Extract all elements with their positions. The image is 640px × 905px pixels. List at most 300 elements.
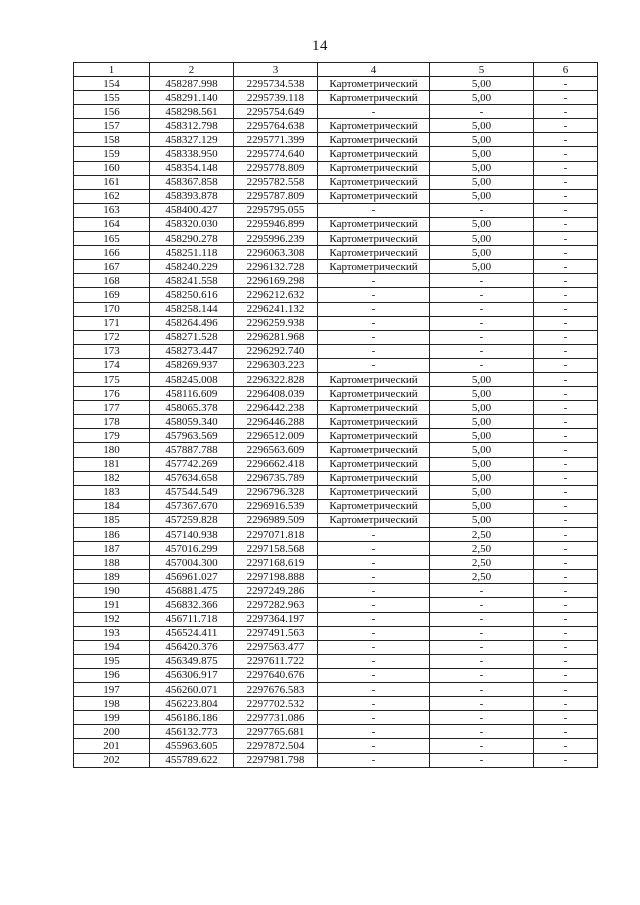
table-row	[74, 330, 598, 344]
method-cell: -	[318, 725, 430, 739]
y-coordinate-cell: 2297198.888	[234, 570, 318, 584]
point-number-cell: 156	[74, 105, 150, 119]
y-coordinate-cell: 2295734.538	[234, 77, 318, 91]
y-coordinate-cell: 2296512.009	[234, 429, 318, 443]
y-coordinate-cell: 2295996.239	[234, 232, 318, 246]
y-coordinate-cell: 2297071.818	[234, 528, 318, 542]
y-coordinate-cell: 2296063.308	[234, 246, 318, 260]
table-row	[74, 668, 598, 682]
table-row	[74, 288, 598, 302]
accuracy-cell: -	[430, 683, 534, 697]
point-number-cell: 188	[74, 556, 150, 570]
y-coordinate-cell: 2297611.722	[234, 654, 318, 668]
x-coordinate-cell: 455963.605	[150, 739, 234, 753]
method-cell: -	[318, 739, 430, 753]
point-number-cell: 168	[74, 274, 150, 288]
method-cell: -	[318, 668, 430, 682]
note-cell: -	[534, 133, 598, 147]
method-cell: Картометрический	[318, 401, 430, 415]
table-row	[74, 584, 598, 598]
method-cell: -	[318, 570, 430, 584]
accuracy-cell: 5,00	[430, 133, 534, 147]
accuracy-cell: 5,00	[430, 260, 534, 274]
table-row	[74, 626, 598, 640]
x-coordinate-cell: 458298.561	[150, 105, 234, 119]
accuracy-cell: 5,00	[430, 217, 534, 231]
x-coordinate-cell: 458264.496	[150, 316, 234, 330]
point-number-cell: 200	[74, 725, 150, 739]
column-header: 6	[534, 63, 598, 77]
point-number-cell: 161	[74, 175, 150, 189]
point-number-cell: 163	[74, 203, 150, 217]
note-cell: -	[534, 584, 598, 598]
note-cell: -	[534, 358, 598, 372]
coordinates-table	[73, 62, 598, 768]
accuracy-cell: -	[430, 344, 534, 358]
method-cell: Картометрический	[318, 429, 430, 443]
note-cell: -	[534, 175, 598, 189]
point-number-cell: 182	[74, 471, 150, 485]
accuracy-cell: 2,50	[430, 556, 534, 570]
table-row	[74, 697, 598, 711]
x-coordinate-cell: 458400.427	[150, 203, 234, 217]
y-coordinate-cell: 2295782.558	[234, 175, 318, 189]
accuracy-cell: -	[430, 654, 534, 668]
y-coordinate-cell: 2297364.197	[234, 612, 318, 626]
note-cell: -	[534, 91, 598, 105]
x-coordinate-cell: 458271.528	[150, 330, 234, 344]
x-coordinate-cell: 458393.878	[150, 189, 234, 203]
point-number-cell: 176	[74, 387, 150, 401]
y-coordinate-cell: 2296241.132	[234, 302, 318, 316]
table-row	[74, 246, 598, 260]
note-cell: -	[534, 697, 598, 711]
y-coordinate-cell: 2296292.740	[234, 344, 318, 358]
accuracy-cell: 5,00	[430, 246, 534, 260]
x-coordinate-cell: 457544.549	[150, 485, 234, 499]
table-row	[74, 415, 598, 429]
x-coordinate-cell: 458327.129	[150, 133, 234, 147]
table-row	[74, 711, 598, 725]
point-number-cell: 189	[74, 570, 150, 584]
accuracy-cell: 2,50	[430, 542, 534, 556]
table-row	[74, 499, 598, 513]
point-number-cell: 185	[74, 513, 150, 527]
x-coordinate-cell: 458240.229	[150, 260, 234, 274]
table-row	[74, 457, 598, 471]
point-number-cell: 180	[74, 443, 150, 457]
note-cell: -	[534, 513, 598, 527]
x-coordinate-cell: 458320.030	[150, 217, 234, 231]
column-header: 5	[430, 63, 534, 77]
method-cell: Картометрический	[318, 260, 430, 274]
method-cell: -	[318, 626, 430, 640]
column-header: 4	[318, 63, 430, 77]
accuracy-cell: 5,00	[430, 175, 534, 189]
x-coordinate-cell: 458245.008	[150, 372, 234, 386]
note-cell: -	[534, 542, 598, 556]
point-number-cell: 166	[74, 246, 150, 260]
point-number-cell: 173	[74, 344, 150, 358]
table-row	[74, 189, 598, 203]
x-coordinate-cell: 457004.300	[150, 556, 234, 570]
note-cell: -	[534, 316, 598, 330]
x-coordinate-cell: 458290.278	[150, 232, 234, 246]
note-cell: -	[534, 485, 598, 499]
method-cell: Картометрический	[318, 457, 430, 471]
point-number-cell: 155	[74, 91, 150, 105]
x-coordinate-cell: 458241.558	[150, 274, 234, 288]
y-coordinate-cell: 2297282.963	[234, 598, 318, 612]
accuracy-cell: 5,00	[430, 372, 534, 386]
x-coordinate-cell: 458338.950	[150, 147, 234, 161]
note-cell: -	[534, 528, 598, 542]
accuracy-cell: 5,00	[430, 387, 534, 401]
method-cell: Картометрический	[318, 161, 430, 175]
method-cell: Картометрический	[318, 232, 430, 246]
point-number-cell: 190	[74, 584, 150, 598]
y-coordinate-cell: 2296796.328	[234, 485, 318, 499]
point-number-cell: 187	[74, 542, 150, 556]
point-number-cell: 179	[74, 429, 150, 443]
table-row	[74, 598, 598, 612]
point-number-cell: 192	[74, 612, 150, 626]
accuracy-cell: -	[430, 668, 534, 682]
x-coordinate-cell: 456349.875	[150, 654, 234, 668]
y-coordinate-cell: 2295739.118	[234, 91, 318, 105]
x-coordinate-cell: 458367.858	[150, 175, 234, 189]
y-coordinate-cell: 2295774.640	[234, 147, 318, 161]
table-row	[74, 175, 598, 189]
point-number-cell: 194	[74, 640, 150, 654]
y-coordinate-cell: 2295778.809	[234, 161, 318, 175]
point-number-cell: 181	[74, 457, 150, 471]
y-coordinate-cell: 2296735.789	[234, 471, 318, 485]
point-number-cell: 184	[74, 499, 150, 513]
method-cell: -	[318, 654, 430, 668]
note-cell: -	[534, 203, 598, 217]
note-cell: -	[534, 429, 598, 443]
y-coordinate-cell: 2297249.286	[234, 584, 318, 598]
note-cell: -	[534, 739, 598, 753]
table-row	[74, 485, 598, 499]
method-cell: -	[318, 640, 430, 654]
y-coordinate-cell: 2297640.676	[234, 668, 318, 682]
method-cell: -	[318, 753, 430, 767]
x-coordinate-cell: 456260.071	[150, 683, 234, 697]
table-row	[74, 429, 598, 443]
accuracy-cell: -	[430, 330, 534, 344]
note-cell: -	[534, 189, 598, 203]
y-coordinate-cell: 2296408.039	[234, 387, 318, 401]
x-coordinate-cell: 456306.917	[150, 668, 234, 682]
table-row	[74, 232, 598, 246]
note-cell: -	[534, 654, 598, 668]
accuracy-cell: 5,00	[430, 443, 534, 457]
x-coordinate-cell: 458354.148	[150, 161, 234, 175]
note-cell: -	[534, 232, 598, 246]
accuracy-cell: 5,00	[430, 429, 534, 443]
x-coordinate-cell: 456524.411	[150, 626, 234, 640]
y-coordinate-cell: 2296259.938	[234, 316, 318, 330]
accuracy-cell: 5,00	[430, 91, 534, 105]
method-cell: Картометрический	[318, 119, 430, 133]
point-number-cell: 157	[74, 119, 150, 133]
y-coordinate-cell: 2295771.399	[234, 133, 318, 147]
note-cell: -	[534, 147, 598, 161]
table-row	[74, 654, 598, 668]
accuracy-cell: -	[430, 711, 534, 725]
point-number-cell: 167	[74, 260, 150, 274]
accuracy-cell: 5,00	[430, 232, 534, 246]
method-cell: -	[318, 612, 430, 626]
table-row	[74, 372, 598, 386]
x-coordinate-cell: 456420.376	[150, 640, 234, 654]
table-row	[74, 387, 598, 401]
method-cell: -	[318, 584, 430, 598]
y-coordinate-cell: 2296563.609	[234, 443, 318, 457]
note-cell: -	[534, 570, 598, 584]
x-coordinate-cell: 456881.475	[150, 584, 234, 598]
note-cell: -	[534, 288, 598, 302]
accuracy-cell: 5,00	[430, 119, 534, 133]
accuracy-cell: -	[430, 302, 534, 316]
point-number-cell: 197	[74, 683, 150, 697]
point-number-cell: 158	[74, 133, 150, 147]
note-cell: -	[534, 598, 598, 612]
method-cell: Картометрический	[318, 415, 430, 429]
point-number-cell: 193	[74, 626, 150, 640]
point-number-cell: 183	[74, 485, 150, 499]
accuracy-cell: 5,00	[430, 415, 534, 429]
page-number: 14	[312, 38, 328, 54]
accuracy-cell: 5,00	[430, 161, 534, 175]
note-cell: -	[534, 77, 598, 91]
accuracy-cell: 5,00	[430, 457, 534, 471]
accuracy-cell: 5,00	[430, 147, 534, 161]
x-coordinate-cell: 458116.609	[150, 387, 234, 401]
accuracy-cell: 5,00	[430, 189, 534, 203]
table-row	[74, 443, 598, 457]
note-cell: -	[534, 457, 598, 471]
x-coordinate-cell: 456186.186	[150, 711, 234, 725]
note-cell: -	[534, 161, 598, 175]
table-row	[74, 570, 598, 584]
y-coordinate-cell: 2296212.632	[234, 288, 318, 302]
point-number-cell: 164	[74, 217, 150, 231]
note-cell: -	[534, 753, 598, 767]
method-cell: -	[318, 697, 430, 711]
y-coordinate-cell: 2297168.619	[234, 556, 318, 570]
method-cell: -	[318, 598, 430, 612]
table-row	[74, 739, 598, 753]
note-cell: -	[534, 711, 598, 725]
table-row	[74, 91, 598, 105]
table-row	[74, 542, 598, 556]
note-cell: -	[534, 640, 598, 654]
table-row	[74, 147, 598, 161]
note-cell: -	[534, 105, 598, 119]
accuracy-cell: 5,00	[430, 499, 534, 513]
point-number-cell: 159	[74, 147, 150, 161]
note-cell: -	[534, 330, 598, 344]
note-cell: -	[534, 260, 598, 274]
table-row	[74, 725, 598, 739]
method-cell: -	[318, 542, 430, 556]
method-cell: Картометрический	[318, 485, 430, 499]
method-cell: Картометрический	[318, 513, 430, 527]
method-cell: Картометрический	[318, 372, 430, 386]
column-header: 1	[74, 63, 150, 77]
accuracy-cell: -	[430, 739, 534, 753]
x-coordinate-cell: 457963.569	[150, 429, 234, 443]
note-cell: -	[534, 302, 598, 316]
y-coordinate-cell: 2297702.532	[234, 697, 318, 711]
note-cell: -	[534, 274, 598, 288]
accuracy-cell: 5,00	[430, 513, 534, 527]
accuracy-cell: 5,00	[430, 471, 534, 485]
method-cell: Картометрический	[318, 133, 430, 147]
method-cell: -	[318, 528, 430, 542]
note-cell: -	[534, 725, 598, 739]
accuracy-cell: 5,00	[430, 401, 534, 415]
table-row	[74, 753, 598, 767]
x-coordinate-cell: 455789.622	[150, 753, 234, 767]
x-coordinate-cell: 458291.140	[150, 91, 234, 105]
x-coordinate-cell: 457140.938	[150, 528, 234, 542]
x-coordinate-cell: 458059.340	[150, 415, 234, 429]
note-cell: -	[534, 119, 598, 133]
accuracy-cell: -	[430, 203, 534, 217]
note-cell: -	[534, 668, 598, 682]
accuracy-cell: -	[430, 105, 534, 119]
note-cell: -	[534, 344, 598, 358]
point-number-cell: 169	[74, 288, 150, 302]
method-cell: -	[318, 302, 430, 316]
table-row	[74, 528, 598, 542]
note-cell: -	[534, 246, 598, 260]
accuracy-cell: 2,50	[430, 570, 534, 584]
table-row	[74, 133, 598, 147]
point-number-cell: 202	[74, 753, 150, 767]
x-coordinate-cell: 457742.269	[150, 457, 234, 471]
y-coordinate-cell: 2296281.968	[234, 330, 318, 344]
column-header: 3	[234, 63, 318, 77]
accuracy-cell: -	[430, 584, 534, 598]
point-number-cell: 174	[74, 358, 150, 372]
accuracy-cell: -	[430, 753, 534, 767]
point-number-cell: 195	[74, 654, 150, 668]
accuracy-cell: -	[430, 626, 534, 640]
x-coordinate-cell: 458258.144	[150, 302, 234, 316]
table-row	[74, 612, 598, 626]
y-coordinate-cell: 2297731.086	[234, 711, 318, 725]
table-row	[74, 77, 598, 91]
point-number-cell: 165	[74, 232, 150, 246]
y-coordinate-cell: 2296442.238	[234, 401, 318, 415]
point-number-cell: 201	[74, 739, 150, 753]
table-row	[74, 203, 598, 217]
accuracy-cell: -	[430, 316, 534, 330]
y-coordinate-cell: 2297158.568	[234, 542, 318, 556]
y-coordinate-cell: 2295764.638	[234, 119, 318, 133]
method-cell: -	[318, 288, 430, 302]
note-cell: -	[534, 387, 598, 401]
table-header-row	[74, 63, 598, 77]
x-coordinate-cell: 457634.658	[150, 471, 234, 485]
y-coordinate-cell: 2296916.539	[234, 499, 318, 513]
table-row	[74, 344, 598, 358]
x-coordinate-cell: 457367.670	[150, 499, 234, 513]
note-cell: -	[534, 499, 598, 513]
point-number-cell: 170	[74, 302, 150, 316]
x-coordinate-cell: 456832.366	[150, 598, 234, 612]
y-coordinate-cell: 2296446.288	[234, 415, 318, 429]
x-coordinate-cell: 457259.828	[150, 513, 234, 527]
accuracy-cell: -	[430, 697, 534, 711]
point-number-cell: 186	[74, 528, 150, 542]
x-coordinate-cell: 458251.118	[150, 246, 234, 260]
method-cell: -	[318, 330, 430, 344]
method-cell: Картометрический	[318, 217, 430, 231]
point-number-cell: 196	[74, 668, 150, 682]
method-cell: Картометрический	[318, 147, 430, 161]
x-coordinate-cell: 458287.998	[150, 77, 234, 91]
x-coordinate-cell: 458273.447	[150, 344, 234, 358]
accuracy-cell: 5,00	[430, 77, 534, 91]
x-coordinate-cell: 458312.798	[150, 119, 234, 133]
accuracy-cell: -	[430, 725, 534, 739]
table-row	[74, 556, 598, 570]
table-row	[74, 105, 598, 119]
note-cell: -	[534, 401, 598, 415]
table-row	[74, 401, 598, 415]
method-cell: Картометрический	[318, 175, 430, 189]
table-row	[74, 260, 598, 274]
method-cell: -	[318, 683, 430, 697]
note-cell: -	[534, 612, 598, 626]
x-coordinate-cell: 458250.616	[150, 288, 234, 302]
y-coordinate-cell: 2296169.298	[234, 274, 318, 288]
table-row	[74, 471, 598, 485]
y-coordinate-cell: 2297872.504	[234, 739, 318, 753]
point-number-cell: 198	[74, 697, 150, 711]
y-coordinate-cell: 2295946.899	[234, 217, 318, 231]
table-row	[74, 640, 598, 654]
point-number-cell: 154	[74, 77, 150, 91]
x-coordinate-cell: 456223.804	[150, 697, 234, 711]
point-number-cell: 177	[74, 401, 150, 415]
column-header: 2	[150, 63, 234, 77]
point-number-cell: 199	[74, 711, 150, 725]
table-row	[74, 358, 598, 372]
method-cell: -	[318, 203, 430, 217]
y-coordinate-cell: 2297563.477	[234, 640, 318, 654]
note-cell: -	[534, 471, 598, 485]
method-cell: Картометрический	[318, 189, 430, 203]
method-cell: Картометрический	[318, 77, 430, 91]
table-row	[74, 161, 598, 175]
method-cell: Картометрический	[318, 443, 430, 457]
note-cell: -	[534, 683, 598, 697]
y-coordinate-cell: 2296989.509	[234, 513, 318, 527]
point-number-cell: 162	[74, 189, 150, 203]
table-row	[74, 316, 598, 330]
method-cell: -	[318, 711, 430, 725]
point-number-cell: 171	[74, 316, 150, 330]
table-row	[74, 302, 598, 316]
accuracy-cell: 5,00	[430, 485, 534, 499]
